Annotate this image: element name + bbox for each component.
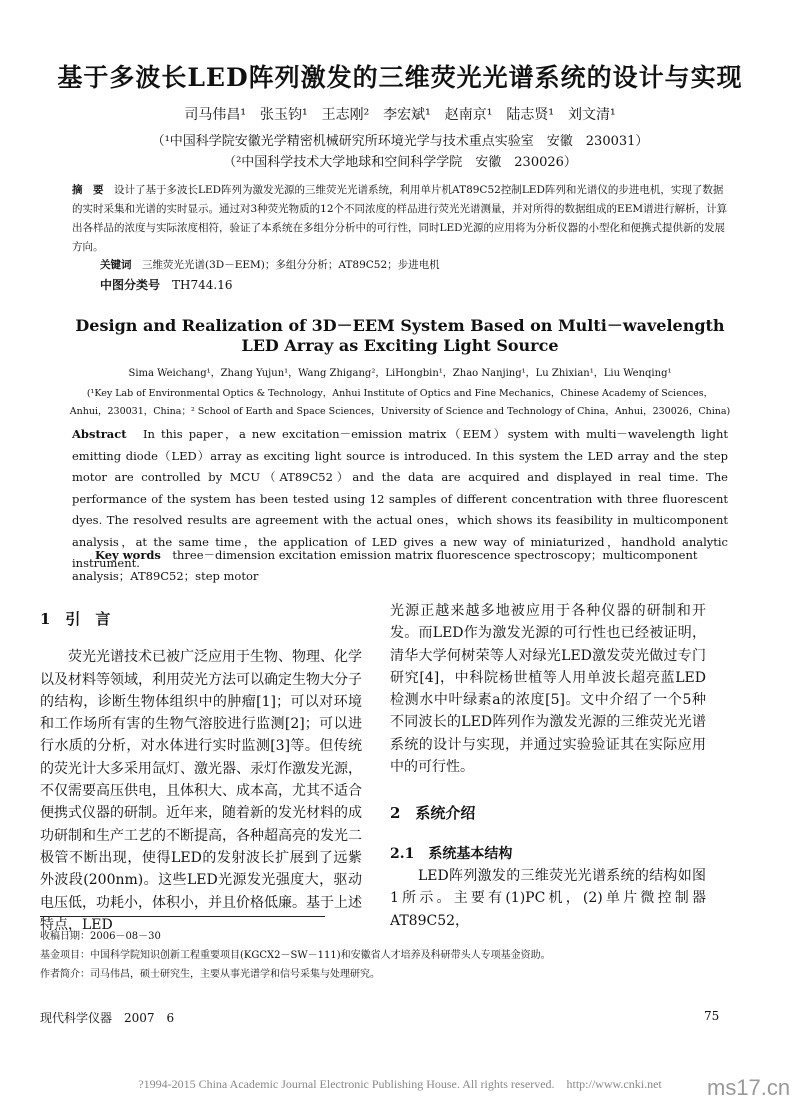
funding-note: 基金项目：中国科学院知识创新工程重要项目(KGCX2－SW－111)和安徽省人才培养及科研带头人专项基金资助。 xyxy=(40,950,551,961)
english-abstract-label: Abstract xyxy=(72,427,127,441)
paper-title: 基于多波长LED阵列激发的三维荧光光谱系统的设计与实现 xyxy=(57,63,743,92)
classification-number xyxy=(100,276,233,293)
journal-footer: 现代科学仪器 2007 6 xyxy=(40,1011,175,1025)
author-bio: 作者简介：司马伟昌，硕士研究生，主要从事光谱学和信号采集与处理研究。 xyxy=(40,969,380,980)
english-abstract-text: In this paper，a new excitation－emission matrix（EEM）system with multi－wavelength light emitting diode（LED）array as exciting light source is introduced. In this system the LED array and the step motor are controlled by MCU（AT89C52）and the data are acquired and displayed in real time. The performance of the system has been tested using 12 samples of different concentration with three fluorescent dyes. The resolved results are agreement with the actual ones，which shows its feasibility in multicomponent analysis，at the same time，the application of LED gives a new way of miniaturized，handhold analytic instrument. xyxy=(72,427,728,570)
keywords-cn xyxy=(100,257,440,272)
copyright-watermark: ?1994-2015 China Academic Journal Electronic Publishing House. All rights reserved. http://www.cnki.net xyxy=(138,1077,662,1091)
left-column xyxy=(40,608,362,936)
footnotes xyxy=(40,927,760,984)
section-1-heading: 1 引 言 xyxy=(40,610,111,628)
english-keywords-label: Key words xyxy=(95,548,161,562)
right-column-paragraph-2: LED阵列激发的三维荧光光谱系统的结构如图1所示。主要有(1)PC机，(2)单片微控制器AT89C52， xyxy=(390,867,706,929)
site-logo: ms17.cn xyxy=(707,1075,791,1100)
classification-label: 中图分类号 xyxy=(100,278,161,292)
abstract-cn-text: 设计了基于多波长LED阵列为激发光源的三维荧光光谱系统，利用单片机AT89C52控制LED阵列和光谱仪的步进电机，实现了数据的实时采集和光谱的实时显示。通过对3种荧光物质的12个不同浓度的样品进行荧光光谱测量，并对所得的数据组成的EEM谱进行解析，计算出各样品的浓度与实际浓度相符，验证了本系统在多组分分析中的可行性，同时LED光源的应用将为分析仪器的小型化和便携式提供新的发展方向。 xyxy=(72,184,728,253)
keywords-cn-label: 关键词 xyxy=(100,259,132,271)
footnote-divider xyxy=(40,916,325,917)
keywords-cn-text: 三维荧光光谱(3D－EEM)；多组分分析；AT89C52；步进电机 xyxy=(142,259,440,271)
chinese-abstract xyxy=(72,181,728,257)
section-2-1-heading: 2.1 系统基本结构 xyxy=(390,845,513,862)
english-author-list: Sima Weichang¹，Zhang Yujun¹，Wang Zhigang²，LiHongbin¹，Zhao Nanjing¹，Lu Zhixian¹，Liu Wenqing¹ xyxy=(128,368,672,379)
english-affiliation-1: (¹Key Lab of Environmental Optics & Technology，Anhui Institute of Optics and Fine Mechanics，Chinese Academy of Sciences， xyxy=(86,388,714,399)
english-title-line-2: LED Array as Exciting Light Source xyxy=(241,336,559,355)
right-column xyxy=(390,600,706,932)
right-column-paragraph-1: 光源正越来越多地被应用于各种仪器的研制和开发。而LED作为激发光源的可行性也已经被证明，清华大学何树荣等人对绿光LED激发荧光做过专门研究[4]，中科院杨世植等人用单波长超亮蓝LED检测水中叶绿素a的浓度[5]。文中介绍了一个5种不同波长的LED阵列作为激发光源的三维荧光光谱系统的设计与实现，并通过实验验证其在实际应用中的可行性。 xyxy=(390,603,706,776)
english-keywords xyxy=(72,545,728,587)
english-keywords-text: three－dimension excitation emission matrix fluorescence spectroscopy；multicomponent analysis；AT89C52；step motor xyxy=(72,548,698,583)
section-1-paragraph: 荧光光谱技术已被广泛应用于生物、物理、化学以及材料等领域，利用荧光方法可以确定生物大分子的结构，诊断生物体组织中的肿瘤[1]；可以对环境和工作场所有害的生物气溶胶进行监测[2]；可以进行水质的分析，对水体进行实时监测[3]等。但传统的荧光计大多采用氙灯、激光器、汞灯作激发光源，不仅需要高压供电，且体积大、成本高，尤其不适合便携式仪器的研制。近年来，随着新的发光材料的成功研制和生产工艺的不断提高，各种超高亮的发光二极管不断出现，使得LED的发射波长扩展到了远紫外波段(200nm)。这些LED光源发光强度大，驱动电压低，功耗小，体积小，并且价格低廉。基于上述特点，LED xyxy=(40,649,362,933)
section-2-heading: 2 系统介绍 xyxy=(390,804,476,823)
affiliation-1: （¹中国科学院安徽光学精密机械研究所环境光学与技术重点实验室 安徽 230031） xyxy=(151,134,649,149)
english-affiliation-2: Anhui，230031，China；² School of Earth and Space Sciences，University of Science and Technology of China，Anhui，230026，China) xyxy=(69,406,731,417)
english-title-line-1: Design and Realization of 3D－EEM System Based on Multi－wavelength xyxy=(75,316,725,335)
received-date: 收稿日期：2006－08－30 xyxy=(40,931,161,942)
affiliation-2: （²中国科学技术大学地球和空间科学学院 安徽 230026） xyxy=(223,155,577,170)
author-list: 司马伟昌¹ 张玉钧¹ 王志刚² 李宏斌¹ 赵南京¹ 陆志贤¹ 刘文清¹ xyxy=(184,107,616,123)
abstract-cn-label: 摘 要 xyxy=(72,184,104,196)
classification-value: TH744.16 xyxy=(172,278,233,292)
page-number: 75 xyxy=(704,1009,720,1023)
